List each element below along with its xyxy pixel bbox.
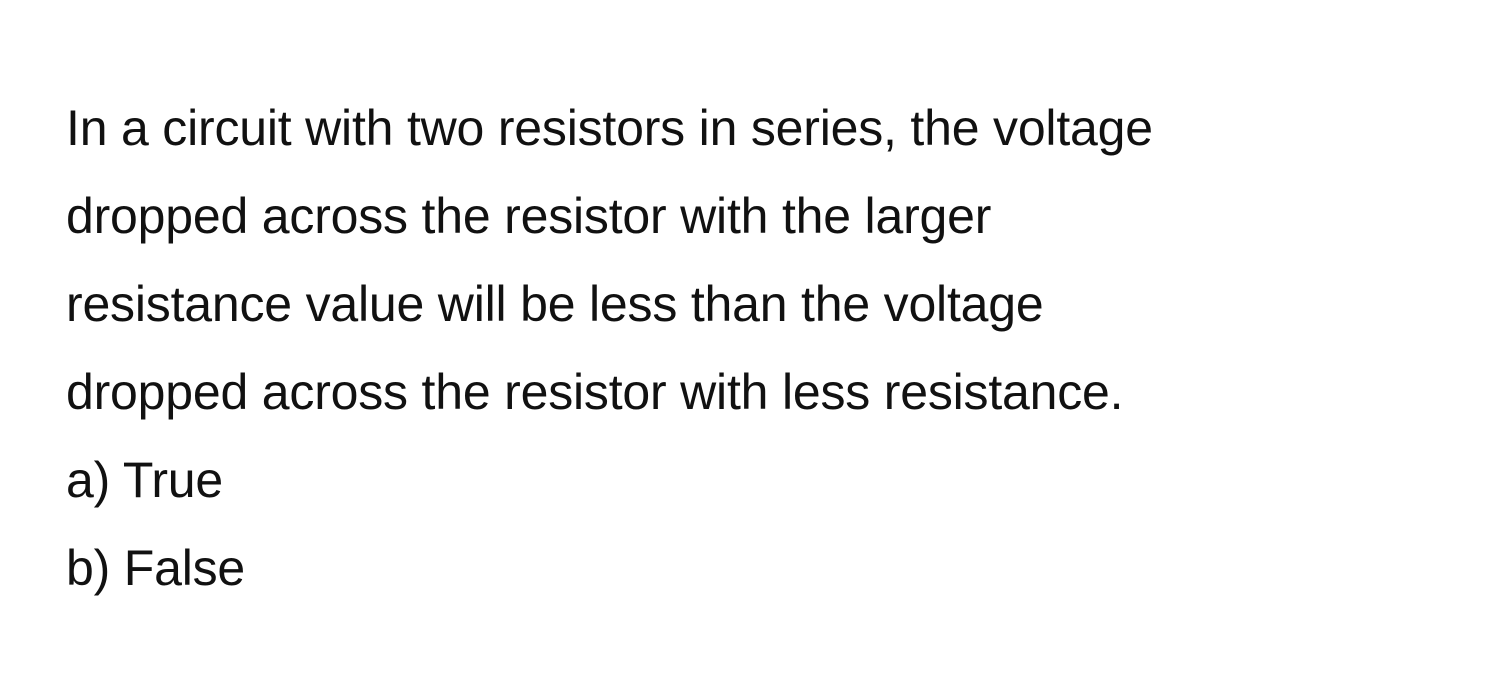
answer-options — [66, 436, 1456, 612]
question-text — [66, 84, 1456, 436]
question-line: dropped across the resistor with the larger — [66, 188, 992, 244]
option-true[interactable]: a) True — [66, 452, 223, 508]
question-line: In a circuit with two resistors in series, the voltage — [66, 100, 1153, 156]
question-line: resistance value will be less than the voltage — [66, 276, 1044, 332]
option-false[interactable]: b) False — [66, 540, 246, 596]
question-card — [66, 84, 1456, 612]
question-line: dropped across the resistor with less resistance. — [66, 364, 1124, 420]
